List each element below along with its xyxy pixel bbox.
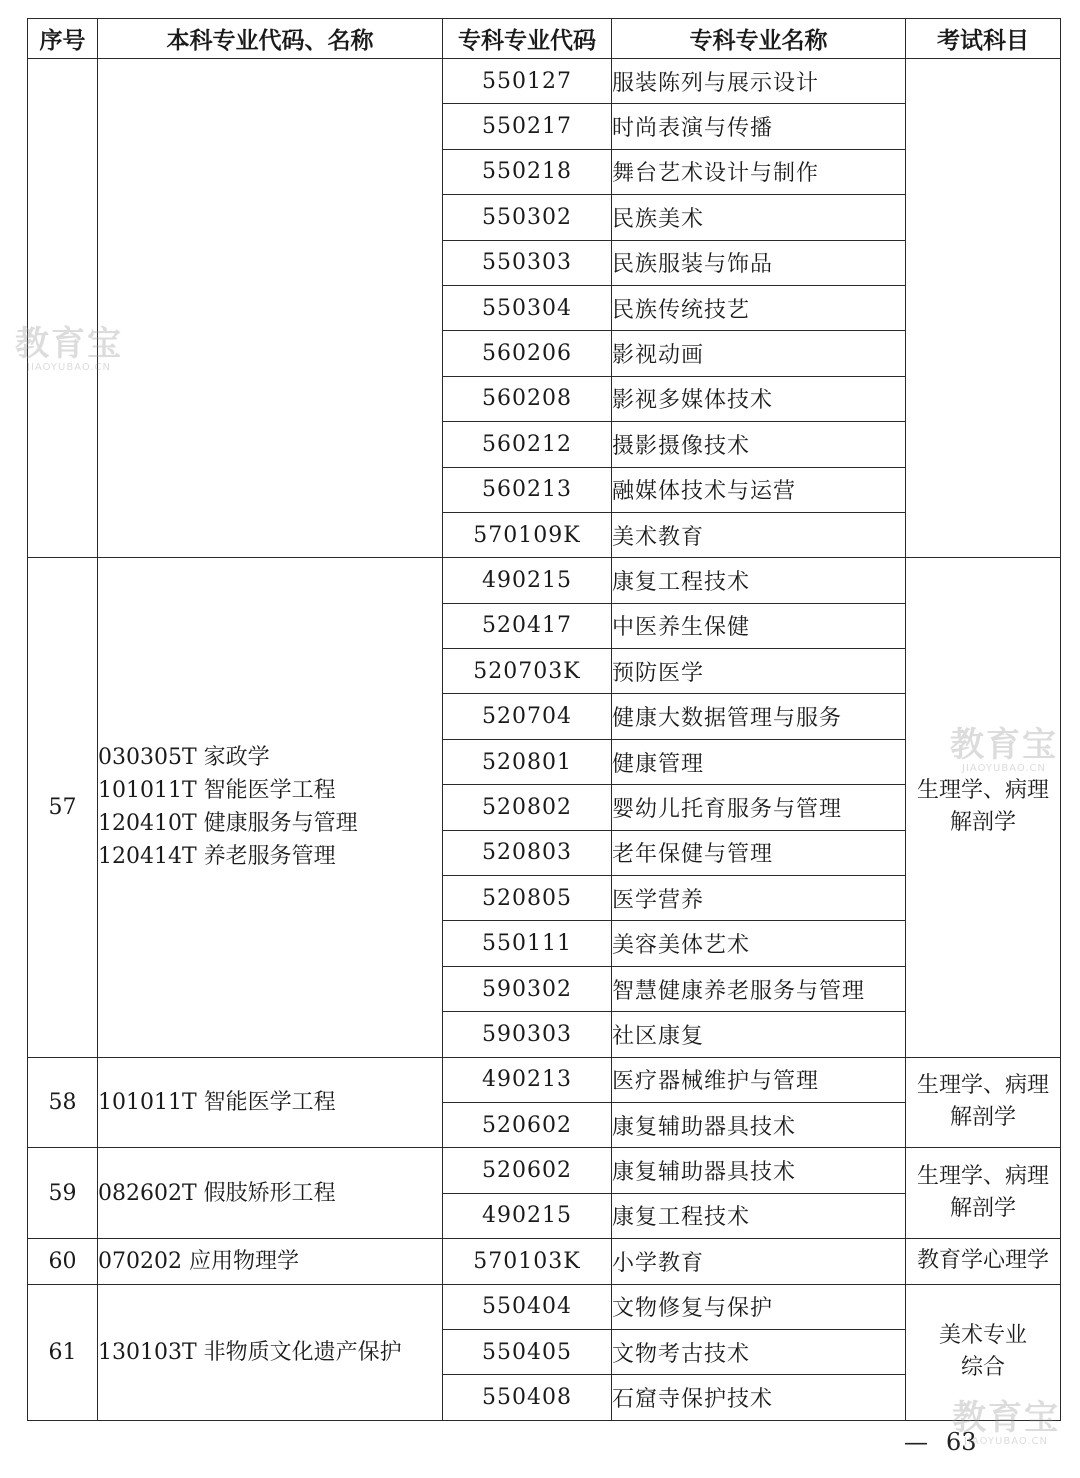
bachelor-major: 082602T 假肢矫形工程 <box>98 1180 336 1206</box>
name-cell: 美容美体艺术 <box>612 921 906 966</box>
bachelor-cell <box>98 1239 443 1284</box>
code-cell: 550111 <box>443 921 612 966</box>
bachelor-cell <box>98 558 443 1057</box>
name-cell: 舞台艺术设计与制作 <box>612 149 906 194</box>
header-seq: 序号 <box>28 19 98 59</box>
code-cell: 550408 <box>443 1375 612 1420</box>
code-cell: 550304 <box>443 285 612 330</box>
header-row <box>28 19 1061 59</box>
name-cell: 民族服装与饰品 <box>612 240 906 285</box>
seq-cell: 61 <box>28 1284 98 1420</box>
bachelor-major: 101011T 智能医学工程 <box>98 778 336 804</box>
bachelor-major: 120410T 健康服务与管理 <box>98 811 358 837</box>
subject-line: 教育学心理学 <box>916 1248 1049 1274</box>
watermark-main: 教育宝 <box>15 324 123 364</box>
bachelor-cell <box>98 59 443 558</box>
subjects-cell <box>906 558 1061 1057</box>
name-cell: 医学营养 <box>612 876 906 921</box>
subject-line: 生理学、病理 <box>916 1164 1049 1190</box>
footer-dash: — <box>904 1428 928 1456</box>
name-cell: 文物考古技术 <box>612 1329 906 1374</box>
code-cell: 520801 <box>443 739 612 784</box>
bachelor-cell <box>98 1148 443 1239</box>
subjects-cell <box>906 1239 1061 1284</box>
name-cell: 文物修复与保护 <box>612 1284 906 1329</box>
name-cell: 康复工程技术 <box>612 1193 906 1238</box>
name-cell: 医疗器械维护与管理 <box>612 1057 906 1102</box>
name-cell: 中医养生保健 <box>612 603 906 648</box>
header-bachelor: 本科专业代码、名称 <box>98 19 443 59</box>
code-cell: 560206 <box>443 331 612 376</box>
table-row <box>28 558 1061 603</box>
name-cell: 康复辅助器具技术 <box>612 1102 906 1147</box>
header-subjects: 考试科目 <box>906 19 1061 59</box>
watermark-sub: JIAOYUBAO.CN <box>962 763 1046 774</box>
code-cell: 520417 <box>443 603 612 648</box>
code-cell: 590302 <box>443 966 612 1011</box>
table-row <box>28 1239 1061 1284</box>
watermark-main: 教育宝 <box>950 725 1058 765</box>
seq-cell: 59 <box>28 1148 98 1239</box>
seq-cell: 60 <box>28 1239 98 1284</box>
seq-cell: 58 <box>28 1057 98 1148</box>
subject-line: 解剖学 <box>949 1196 1016 1222</box>
name-cell: 影视多媒体技术 <box>612 376 906 421</box>
name-cell: 智慧健康养老服务与管理 <box>612 966 906 1011</box>
header-name: 专科专业名称 <box>612 19 906 59</box>
bachelor-major: 030305T 家政学 <box>98 745 270 771</box>
page-footer <box>904 1428 977 1456</box>
subject-line: 生理学、病理 <box>916 778 1049 804</box>
code-cell: 550404 <box>443 1284 612 1329</box>
name-cell: 老年保健与管理 <box>612 830 906 875</box>
name-cell: 融媒体技术与运营 <box>612 467 906 512</box>
code-cell: 520803 <box>443 830 612 875</box>
bachelor-cell <box>98 1284 443 1420</box>
subjects-cell <box>906 59 1061 558</box>
subjects-cell <box>906 1057 1061 1148</box>
code-cell: 550217 <box>443 104 612 149</box>
name-cell: 小学教育 <box>612 1239 906 1284</box>
code-cell: 490215 <box>443 558 612 603</box>
code-cell: 570109K <box>443 512 612 557</box>
header-code: 专科专业代码 <box>443 19 612 59</box>
name-cell: 康复工程技术 <box>612 558 906 603</box>
name-cell: 民族美术 <box>612 195 906 240</box>
code-cell: 520805 <box>443 876 612 921</box>
name-cell: 影视动画 <box>612 331 906 376</box>
name-cell: 时尚表演与传播 <box>612 104 906 149</box>
code-cell: 520704 <box>443 694 612 739</box>
code-cell: 550405 <box>443 1329 612 1374</box>
name-cell: 康复辅助器具技术 <box>612 1148 906 1193</box>
code-cell: 590303 <box>443 1012 612 1057</box>
name-cell: 健康管理 <box>612 739 906 784</box>
code-cell: 520602 <box>443 1102 612 1147</box>
code-cell: 550303 <box>443 240 612 285</box>
bachelor-major: 120414T 养老服务管理 <box>98 844 336 870</box>
code-cell: 560213 <box>443 467 612 512</box>
seq-cell: 57 <box>28 558 98 1057</box>
table-row <box>28 1148 1061 1193</box>
name-cell: 服装陈列与展示设计 <box>612 59 906 104</box>
code-cell: 520703K <box>443 649 612 694</box>
bachelor-major: 130103T 非物质文化遗产保护 <box>98 1339 402 1365</box>
bachelor-cell <box>98 1057 443 1148</box>
name-cell: 婴幼儿托育服务与管理 <box>612 785 906 830</box>
bachelor-major: 101011T 智能医学工程 <box>98 1089 336 1115</box>
name-cell: 石窟寺保护技术 <box>612 1375 906 1420</box>
major-table <box>27 18 1061 1421</box>
name-cell: 预防医学 <box>612 649 906 694</box>
subject-line: 解剖学 <box>949 1105 1016 1131</box>
name-cell: 民族传统技艺 <box>612 285 906 330</box>
table-body <box>28 59 1061 1421</box>
page-number: 63 <box>946 1428 977 1456</box>
seq-cell <box>28 59 98 558</box>
name-cell: 健康大数据管理与服务 <box>612 694 906 739</box>
table-row <box>28 1057 1061 1102</box>
code-cell: 490213 <box>443 1057 612 1102</box>
subjects-cell <box>906 1148 1061 1239</box>
code-cell: 570103K <box>443 1239 612 1284</box>
subject-line: 综合 <box>960 1355 1005 1381</box>
code-cell: 550127 <box>443 59 612 104</box>
bachelor-major: 070202 应用物理学 <box>98 1248 299 1274</box>
watermark-sub: JIAOYUBAO.CN <box>964 1436 1048 1447</box>
watermark-main: 教育宝 <box>952 1398 1060 1438</box>
subject-line: 解剖学 <box>949 810 1016 836</box>
table-row <box>28 1284 1061 1329</box>
code-cell: 560212 <box>443 422 612 467</box>
table-row <box>28 59 1061 104</box>
subject-line: 生理学、病理 <box>916 1073 1049 1099</box>
code-cell: 520802 <box>443 785 612 830</box>
name-cell: 美术教育 <box>612 512 906 557</box>
name-cell: 社区康复 <box>612 1012 906 1057</box>
code-cell: 560208 <box>443 376 612 421</box>
name-cell: 摄影摄像技术 <box>612 422 906 467</box>
code-cell: 490215 <box>443 1193 612 1238</box>
subject-line: 美术专业 <box>938 1323 1027 1349</box>
code-cell: 550302 <box>443 195 612 240</box>
code-cell: 520602 <box>443 1148 612 1193</box>
code-cell: 550218 <box>443 149 612 194</box>
watermark-sub: JIAOYUBAO.CN <box>27 362 111 373</box>
subjects-cell <box>906 1284 1061 1420</box>
